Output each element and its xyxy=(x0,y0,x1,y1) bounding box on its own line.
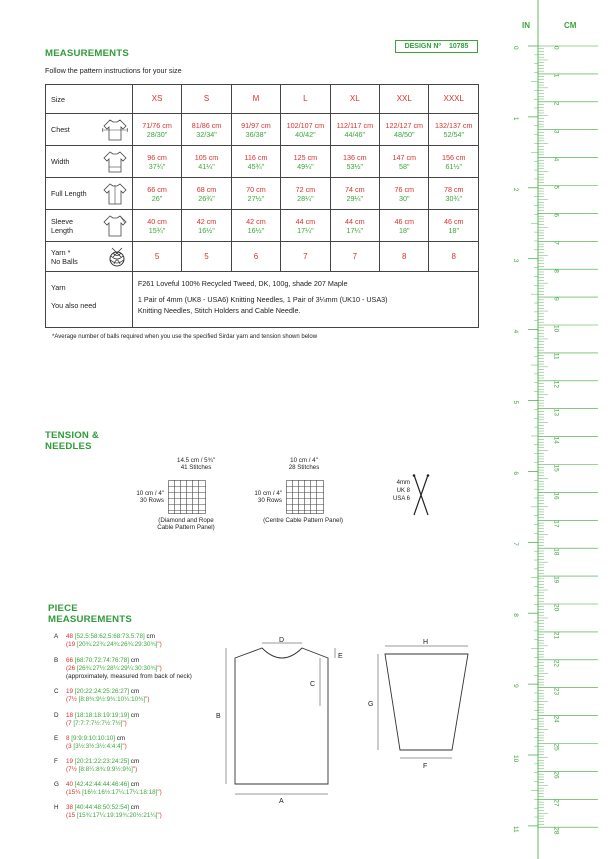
piece-value-in: (15 xyxy=(66,811,76,819)
gauge-text: Cable Pattern Panel) xyxy=(157,524,215,532)
ball-count: 8 xyxy=(429,242,479,272)
ruler-in-number: 11 xyxy=(512,825,519,833)
instructions-subtitle: Follow the pattern instructions for your size xyxy=(45,66,182,75)
piece-measurement-item xyxy=(54,688,149,704)
measurement-in: 28¼" xyxy=(297,193,314,203)
piece-measurement-item xyxy=(54,657,192,681)
row-label-text: Width xyxy=(51,157,70,166)
piece-values-in: [8:8¾:9½:9¾:10¼:10¾] xyxy=(78,695,146,703)
piece-values-in: [3½:3½:3½:4:4:4] xyxy=(73,742,123,750)
row-label xyxy=(46,114,133,146)
measurement-in: 37¾" xyxy=(148,161,166,171)
page-title: MEASUREMENTS xyxy=(45,48,129,59)
measurement-cell xyxy=(380,210,429,242)
measurement-in: 30" xyxy=(398,193,410,203)
yarn-details xyxy=(132,272,478,328)
measurement-in: 30¾" xyxy=(445,193,463,203)
measurement-in: 28/30" xyxy=(146,129,168,139)
ruler-cm-label: CM xyxy=(564,21,577,30)
measurement-cm: 122/127 cm xyxy=(385,120,424,130)
measuring-ruler xyxy=(500,0,612,859)
measurement-cell xyxy=(330,114,379,146)
piece-measurement-item xyxy=(54,633,162,649)
measurement-cell xyxy=(281,146,330,178)
row-label-text: Chest xyxy=(51,125,70,134)
piece-key: D xyxy=(54,712,59,719)
ball-count: 6 xyxy=(231,242,280,272)
row-label-text: Sleeve xyxy=(51,216,73,226)
piece-value-cm: 66 xyxy=(66,657,74,664)
size-header: XL xyxy=(330,85,379,114)
ruler-cm-number: 17 xyxy=(552,520,560,528)
need-label: You also need xyxy=(51,301,97,310)
ruler-in-number: 5 xyxy=(512,400,519,405)
ruler-in-label: IN xyxy=(522,21,530,30)
measurement-cm: 112/117 cm xyxy=(336,120,374,130)
measurement-cm: 42 cm xyxy=(246,216,266,226)
ruler-in-number: 1 xyxy=(512,116,519,121)
row-label xyxy=(46,272,133,328)
measurement-in: 36/38" xyxy=(245,129,267,139)
measurement-in: 18" xyxy=(398,225,410,235)
ruler-cm-number: 5 xyxy=(552,185,560,190)
diagram-label-a: A xyxy=(279,798,284,805)
diagram-label-b: B xyxy=(216,713,221,720)
measurement-cm: 40 cm xyxy=(147,216,167,226)
diagram-label-f: F xyxy=(423,763,428,770)
piece-value-cm: 38 xyxy=(66,804,74,811)
measurement-cell xyxy=(132,146,181,178)
section-title xyxy=(45,430,99,452)
diagram-label-h: H xyxy=(423,639,429,646)
measurement-cell xyxy=(380,114,429,146)
piece-values-in: [15¾:17¼:19:19¾:20½:21¼] xyxy=(76,811,158,819)
gauge-text: 30 Rows xyxy=(139,497,164,505)
ruler-cm-number: 23 xyxy=(552,687,560,695)
garment-diagram xyxy=(210,636,500,806)
measurement-cm: 74 cm xyxy=(345,184,365,194)
gauge-text: (Centre Cable Pattern Panel) xyxy=(263,517,343,524)
measurement-cm: 156 cm xyxy=(441,152,466,162)
size-header: M xyxy=(231,85,280,114)
piece-unit: cm xyxy=(130,758,140,765)
gauge-text: 10 cm / 4" xyxy=(290,457,318,464)
row-label xyxy=(46,146,133,178)
measurement-cell xyxy=(182,114,231,146)
size-header: XXL xyxy=(380,85,429,114)
ruler-cm-number: 21 xyxy=(552,631,560,640)
gauge-top-label xyxy=(160,457,232,471)
piece-value-cm: 18 xyxy=(66,712,74,719)
ruler-cm-number: 18 xyxy=(552,548,560,556)
yarn-ball-icon xyxy=(106,246,128,268)
piece-note: (approximately, measured from back of neck) xyxy=(66,672,192,680)
measurement-cm: 116 cm xyxy=(244,152,268,162)
measurement-cm: 136 cm xyxy=(343,152,367,162)
ruler-cm-number: 11 xyxy=(552,352,560,360)
length-icon xyxy=(102,182,128,206)
ruler-cm-number: 26 xyxy=(552,771,560,779)
ball-count: 8 xyxy=(380,242,429,272)
row-label-text: Yarn * xyxy=(51,247,71,257)
design-number: 10785 xyxy=(448,43,469,50)
design-number-badge xyxy=(395,40,478,53)
yarn-text: F261 Loveful 100% Recycled Tweed, DK, 100g, shade 207 Maple xyxy=(137,279,348,288)
gauge-text: 14.5 cm / 5¾" xyxy=(177,457,215,464)
piece-value-in: (19 xyxy=(66,640,76,648)
piece-key: B xyxy=(54,657,59,664)
measurement-cell xyxy=(380,178,429,210)
ruler-cm-number: 24 xyxy=(552,715,560,723)
ruler-cm-number: 15 xyxy=(552,464,560,472)
piece-key: A xyxy=(54,633,59,640)
section-title xyxy=(48,603,132,625)
ball-count: 7 xyxy=(330,242,379,272)
piece-values-in: [7:7:7:7½:7½:7½] xyxy=(73,719,123,727)
piece-value-cm: 8 xyxy=(66,735,70,742)
row-label-text: Length xyxy=(51,225,73,235)
ruler-cm-number: 8 xyxy=(552,269,560,273)
piece-key: G xyxy=(54,781,59,788)
section-title-line: NEEDLES xyxy=(45,441,92,453)
measurement-in: 44/46" xyxy=(344,129,366,139)
measurement-in: 40/42" xyxy=(295,129,316,139)
piece-key: F xyxy=(54,758,58,765)
measurement-cm: 70 cm xyxy=(246,184,266,194)
piece-unit: ") xyxy=(145,695,150,703)
measurement-cell xyxy=(281,178,330,210)
table-row xyxy=(46,146,479,178)
measurement-cm: 96 cm xyxy=(147,152,167,162)
size-header: XXXL xyxy=(429,85,479,114)
piece-unit: cm xyxy=(130,781,140,788)
ruler-cm-number: 28 xyxy=(552,827,560,835)
ruler-cm-number: 12 xyxy=(552,380,560,389)
piece-values-cm: [20:21:22:23:24:25] xyxy=(74,758,130,765)
gauge-side-label xyxy=(118,490,164,504)
measurement-cell xyxy=(231,114,280,146)
piece-value-cm: 48 xyxy=(66,633,74,640)
ruler-in-number: 9 xyxy=(512,684,519,688)
ruler-cm-number: 9 xyxy=(552,297,560,301)
gauge-top-label xyxy=(276,457,332,471)
row-label xyxy=(46,210,133,242)
measurement-cm: 44 cm xyxy=(345,216,365,226)
row-label xyxy=(46,178,133,210)
measurement-cell xyxy=(182,210,231,242)
measurement-in: 53½" xyxy=(346,161,364,171)
measurements-table xyxy=(45,84,479,328)
ruler-in-number: 2 xyxy=(512,187,519,192)
table-row xyxy=(46,272,479,328)
ruler-in-number: 6 xyxy=(512,471,519,476)
measurement-cm: 44 cm xyxy=(295,216,316,226)
piece-unit: cm xyxy=(130,712,140,719)
ruler-cm-number: 19 xyxy=(552,576,560,584)
piece-unit: ") xyxy=(132,765,138,773)
ruler-cm-number: 0 xyxy=(552,46,560,50)
measurement-cell xyxy=(182,146,231,178)
measurement-cell xyxy=(330,146,379,178)
ruler-cm-number: 27 xyxy=(552,799,560,807)
measurement-in: 52/54" xyxy=(443,129,465,139)
width-icon xyxy=(102,150,128,174)
chest-icon xyxy=(102,118,128,142)
gauge-text: 10 cm / 4" xyxy=(136,490,164,497)
size-header: L xyxy=(281,85,330,114)
piece-unit: ") xyxy=(157,664,162,672)
measurement-cm: 125 cm xyxy=(293,152,318,162)
piece-unit: ") xyxy=(122,742,127,750)
ruler-in-number: 10 xyxy=(512,755,519,763)
piece-value-cm: 40 xyxy=(66,781,74,788)
piece-unit: cm xyxy=(130,804,140,811)
gauge-bottom-label xyxy=(248,517,358,524)
measurement-cell xyxy=(231,178,280,210)
gauge-text: 30 Rows xyxy=(257,497,282,505)
diagram-label-c: C xyxy=(310,681,316,688)
needle-text: USA 6 xyxy=(393,495,411,502)
ruler-in-number: 3 xyxy=(512,258,519,263)
measurement-in: 27½" xyxy=(247,193,265,203)
measurement-cell xyxy=(132,114,181,146)
ruler-cm-number: 3 xyxy=(552,129,560,134)
ruler-cm-number: 1 xyxy=(552,73,560,78)
piece-key: H xyxy=(54,804,59,811)
piece-values-cm: [40:44:48:50:52:54] xyxy=(74,804,130,811)
piece-unit: cm xyxy=(116,735,126,742)
diagram-label-e: E xyxy=(338,653,343,660)
piece-key: C xyxy=(54,688,59,695)
measurement-cell xyxy=(132,178,181,210)
measurement-cell xyxy=(132,210,181,242)
back-piece-outline xyxy=(235,648,328,784)
measurement-cm: 81/86 cm xyxy=(191,120,222,130)
measurement-in: 49¼" xyxy=(297,161,314,171)
measurement-cell xyxy=(231,210,280,242)
measurement-in: 15¾" xyxy=(148,225,166,235)
measurement-cell xyxy=(330,210,379,242)
piece-measurement-item xyxy=(54,781,162,797)
diagram-label-g: G xyxy=(368,701,374,708)
measurement-in: 17¼" xyxy=(346,225,364,235)
ruler-cm-number: 22 xyxy=(552,659,560,668)
measurement-cm: 105 cm xyxy=(194,152,219,162)
table-row xyxy=(46,178,479,210)
ruler-in-number: 4 xyxy=(512,329,519,334)
gauge-text: 41 Stitches xyxy=(180,464,212,472)
measurement-in: 45¾" xyxy=(247,161,265,171)
piece-value-in: (26 xyxy=(66,664,76,672)
piece-unit: ") xyxy=(122,719,127,727)
piece-key: E xyxy=(54,735,59,742)
size-header: S xyxy=(182,85,231,114)
piece-values-cm: [68:70:72:74:76:78] xyxy=(74,657,130,664)
measurement-in: 16½" xyxy=(198,225,215,235)
piece-values-cm: [52.5:58:62.5:68:73.5:78] xyxy=(74,633,145,640)
ball-count: 7 xyxy=(281,242,330,272)
measurement-in: 48/50" xyxy=(393,129,415,139)
section-title-line: TENSION & xyxy=(45,430,100,441)
table-row xyxy=(46,85,479,114)
piece-values-in: [16½:16½:17¼:17¼:18:18] xyxy=(82,788,158,796)
ruler-cm-number: 2 xyxy=(552,101,560,106)
measurement-cell xyxy=(231,146,280,178)
ruler-cm-number: 13 xyxy=(552,408,560,416)
measurement-in: 17¼" xyxy=(297,225,314,235)
measurement-cell xyxy=(429,178,479,210)
piece-value-in: (7½ xyxy=(66,765,77,773)
ruler-in-number: 7 xyxy=(512,542,519,546)
measurement-cell xyxy=(281,114,330,146)
piece-value-cm: 19 xyxy=(66,688,74,695)
piece-values-in: [8:8¼:8¾:9:9½:9¾] xyxy=(78,765,133,773)
footnote: *Average number of balls required when you use the specified Sirdar yarn and tension shown below xyxy=(52,334,318,340)
measurement-cm: 91/97 cm xyxy=(241,120,271,130)
measurement-cell xyxy=(429,114,479,146)
gauge-text: 10 cm / 4" xyxy=(254,490,282,497)
needle-text: UK 8 xyxy=(396,487,411,494)
measurement-cell xyxy=(281,210,330,242)
diagram-label-d: D xyxy=(279,637,285,644)
design-label: DESIGN Nº xyxy=(404,43,441,50)
piece-unit: cm xyxy=(130,657,140,664)
gauge-bottom-label xyxy=(140,517,232,531)
crossed-needles-icon xyxy=(412,474,430,516)
need-text-line: 1 Pair of 4mm (UK8 - USA6) Knitting Needles, 1 Pair of 3¼mm (UK10 - USA3) xyxy=(137,295,388,305)
measurement-cm: 102/107 cm xyxy=(286,120,325,130)
measurement-cm: 147 cm xyxy=(392,152,417,162)
measurement-in: 26" xyxy=(151,193,163,203)
piece-measurement-item xyxy=(54,712,139,728)
table-row xyxy=(46,242,479,272)
piece-measurement-item xyxy=(54,735,127,751)
measurement-in: 18" xyxy=(448,225,460,235)
measurement-cell xyxy=(330,178,379,210)
measurement-cm: 68 cm xyxy=(196,184,217,194)
measurement-cell xyxy=(380,146,429,178)
piece-unit: cm xyxy=(130,688,140,695)
ball-count: 5 xyxy=(132,242,181,272)
sleeve-icon xyxy=(102,214,128,238)
ruler-in-number: 8 xyxy=(512,613,519,617)
ruler-cm-number: 14 xyxy=(552,436,560,444)
measurement-cm: 76 cm xyxy=(394,184,415,194)
piece-measurement-item xyxy=(54,758,139,774)
ball-count: 5 xyxy=(182,242,231,272)
section-title-line: MEASUREMENTS xyxy=(48,614,132,626)
piece-unit: ") xyxy=(157,640,162,648)
measurement-cell xyxy=(429,146,479,178)
measurement-cm: 71/76 cm xyxy=(142,120,172,130)
piece-values-cm: [20:22:24:25:26:27] xyxy=(74,688,130,695)
size-header: XS xyxy=(132,85,181,114)
measurement-cm: 66 cm xyxy=(147,184,167,194)
measurement-in: 16½" xyxy=(247,225,265,235)
measurement-cm: 46 cm xyxy=(394,216,415,226)
piece-value-cm: 19 xyxy=(66,758,74,765)
tension-swatch-grid xyxy=(286,480,324,514)
row-label xyxy=(46,242,133,272)
section-title-line: PIECE xyxy=(48,603,78,614)
piece-value-in: (7½ xyxy=(66,695,77,703)
sleeve-outline xyxy=(385,654,468,750)
ruler-cm-number: 4 xyxy=(552,157,560,162)
measurement-in: 61½" xyxy=(445,161,463,171)
piece-measurement-item xyxy=(54,804,162,820)
table-row xyxy=(46,114,479,146)
piece-values-in: [20¾:22¾:24¾:26¾:29:30¾] xyxy=(76,640,158,648)
measurement-in: 41¼" xyxy=(198,161,215,171)
measurement-cm: 46 cm xyxy=(443,216,464,226)
ruler-in-number: 0 xyxy=(512,46,519,50)
yarn-label: Yarn xyxy=(51,283,66,292)
measurement-cell xyxy=(429,210,479,242)
table-row xyxy=(46,210,479,242)
measurement-in: 26¾" xyxy=(198,193,215,203)
size-label: Size xyxy=(46,85,133,114)
ruler-cm-number: 10 xyxy=(552,325,560,333)
ruler-cm-number: 16 xyxy=(552,492,560,500)
piece-value-in: (3 xyxy=(66,742,72,750)
piece-unit: ") xyxy=(157,788,162,796)
row-label-text: Full Length xyxy=(51,189,87,198)
ruler-cm-number: 20 xyxy=(552,604,560,612)
piece-values-in: [26¾:27½:28¼:29¼:30:30¾] xyxy=(76,664,158,672)
tension-swatch-grid xyxy=(168,480,206,514)
gauge-text: (Diamond and Rope xyxy=(158,517,214,524)
piece-unit: ") xyxy=(157,811,162,819)
piece-values-cm: [9:9:9:10:10:10] xyxy=(71,735,116,742)
needle-text: 4mm xyxy=(396,480,411,486)
piece-value-in: (7 xyxy=(66,719,72,727)
row-label-text: No Balls xyxy=(51,256,78,266)
measurement-in: 32/34" xyxy=(196,129,217,139)
measurement-in: 58" xyxy=(398,161,410,171)
piece-unit: cm xyxy=(146,633,155,640)
piece-values-cm: [42:42:44:44:46:46] xyxy=(74,781,130,788)
measurement-in: 29¼" xyxy=(346,193,364,203)
piece-values-cm: [18:18:18:19:19:19] xyxy=(74,712,130,719)
gauge-side-label xyxy=(236,490,282,504)
ruler-cm-number: 25 xyxy=(552,743,560,751)
needle-size-label xyxy=(393,480,410,503)
ruler-cm-number: 6 xyxy=(552,213,560,218)
measurement-cm: 42 cm xyxy=(196,216,217,226)
gauge-text: 28 Stitches xyxy=(288,464,320,472)
measurement-cm: 78 cm xyxy=(443,184,464,194)
ruler-cm-number: 7 xyxy=(552,241,560,245)
need-text-line: Knitting Needles, Stitch Holders and Cable Needle. xyxy=(137,305,301,315)
measurement-cell xyxy=(182,178,231,210)
measurement-cm: 132/137 cm xyxy=(434,120,473,130)
measurement-cm: 72 cm xyxy=(295,184,316,194)
piece-value-in: (15¾ xyxy=(66,788,81,796)
